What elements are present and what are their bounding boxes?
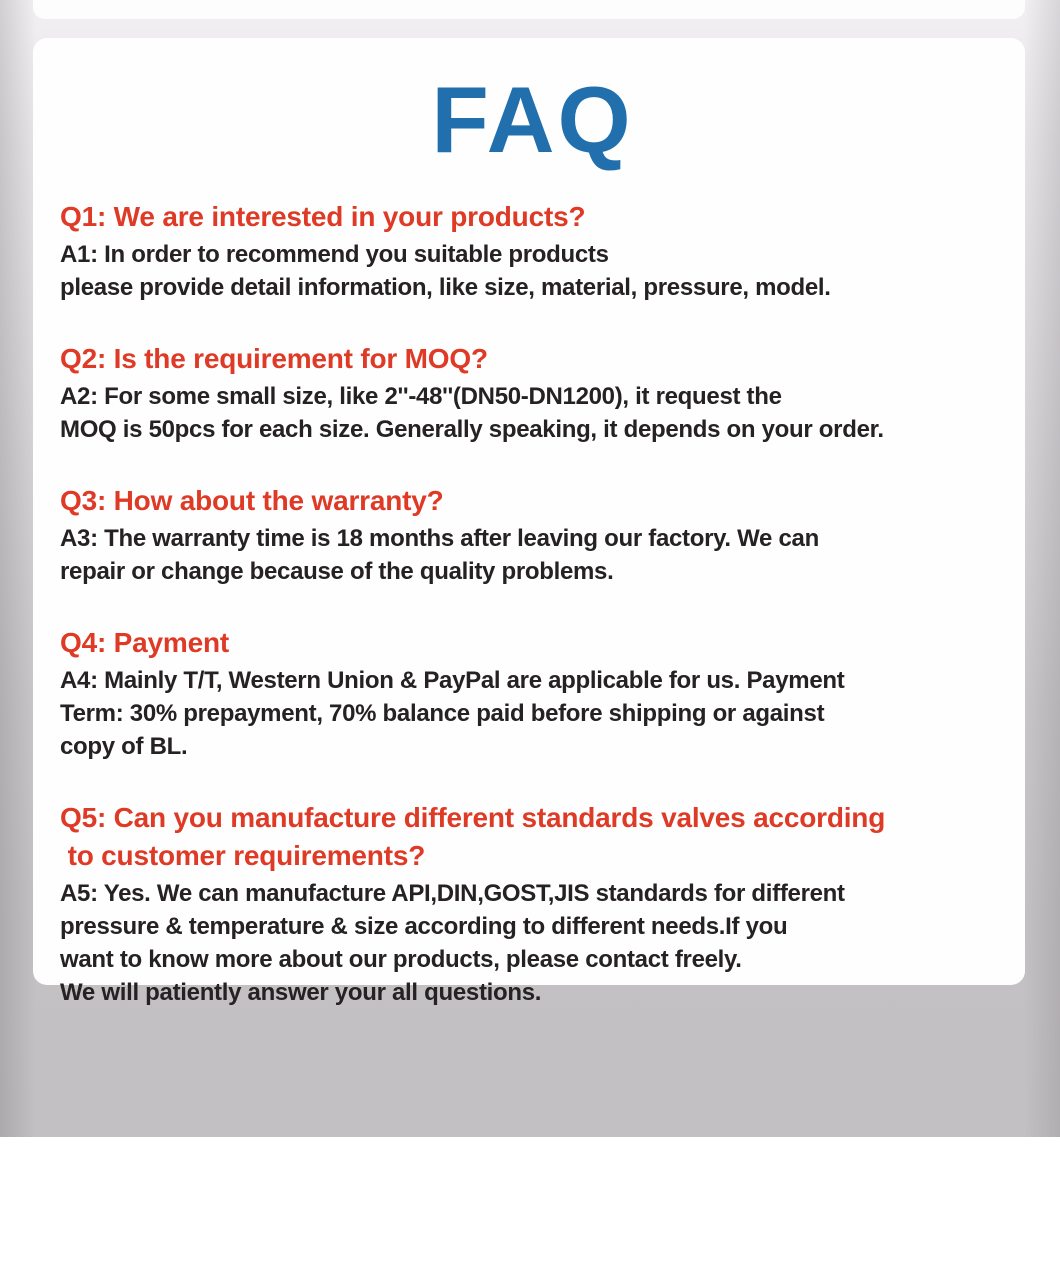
- answer-block: [60, 238, 1005, 304]
- answer-line: A3: The warranty time is 18 months after leaving our factory. We can: [60, 525, 819, 552]
- answer-line: MOQ is 50pcs for each size. Generally speaking, it depends on your order.: [60, 416, 884, 443]
- faq-item-q4: [60, 624, 1005, 763]
- question-text: Q2: Is the requirement for MOQ?: [60, 343, 488, 374]
- faq-title: FAQ: [431, 67, 634, 172]
- right-edge-shading: [1024, 0, 1060, 1137]
- question-text: to customer requirements?: [60, 840, 426, 871]
- answer-line: repair or change because of the quality problems.: [60, 558, 614, 585]
- question-text: Q4: Payment: [60, 627, 229, 658]
- question-text: Q3: How about the warranty?: [60, 485, 444, 516]
- faq-item-q2: [60, 340, 1005, 446]
- answer-line: want to know more about our products, please contact freely.: [60, 946, 742, 973]
- answer-block: [60, 380, 1005, 446]
- faq-card: [33, 38, 1025, 1006]
- previous-section-bottom-edge: [33, 0, 1025, 19]
- answer-block: [60, 522, 1005, 588]
- answer-line: A5: Yes. We can manufacture API,DIN,GOST,JIS standards for different: [60, 880, 845, 907]
- left-edge-shading: [0, 0, 36, 1137]
- answer-line: pressure & temperature & size according to different needs.If you: [60, 913, 788, 940]
- answer-line: A4: Mainly T/T, Western Union & PayPal are applicable for us. Payment: [60, 667, 845, 694]
- answer-line: We will patiently answer your all questions.: [60, 979, 542, 1006]
- answer-line: A1: In order to recommend you suitable products: [60, 241, 609, 268]
- faq-item-q5: [60, 799, 1005, 1009]
- answer-line: Term: 30% prepayment, 70% balance paid before shipping or against: [60, 700, 825, 727]
- faq-item-q1: [60, 198, 1005, 304]
- answer-line: A2: For some small size, like 2''-48''(DN50-DN1200), it request the: [60, 383, 782, 410]
- faq-item-q3: [60, 482, 1005, 588]
- answer-block: [60, 664, 1005, 763]
- next-section-background: [0, 1137, 1060, 1268]
- answer-line: please provide detail information, like size, material, pressure, model.: [60, 274, 831, 301]
- question-text: Q5: Can you manufacture different standards valves according: [60, 802, 886, 833]
- answer-line: copy of BL.: [60, 733, 188, 760]
- question-text: Q1: We are interested in your products?: [60, 201, 586, 232]
- answer-block: [60, 877, 1005, 1009]
